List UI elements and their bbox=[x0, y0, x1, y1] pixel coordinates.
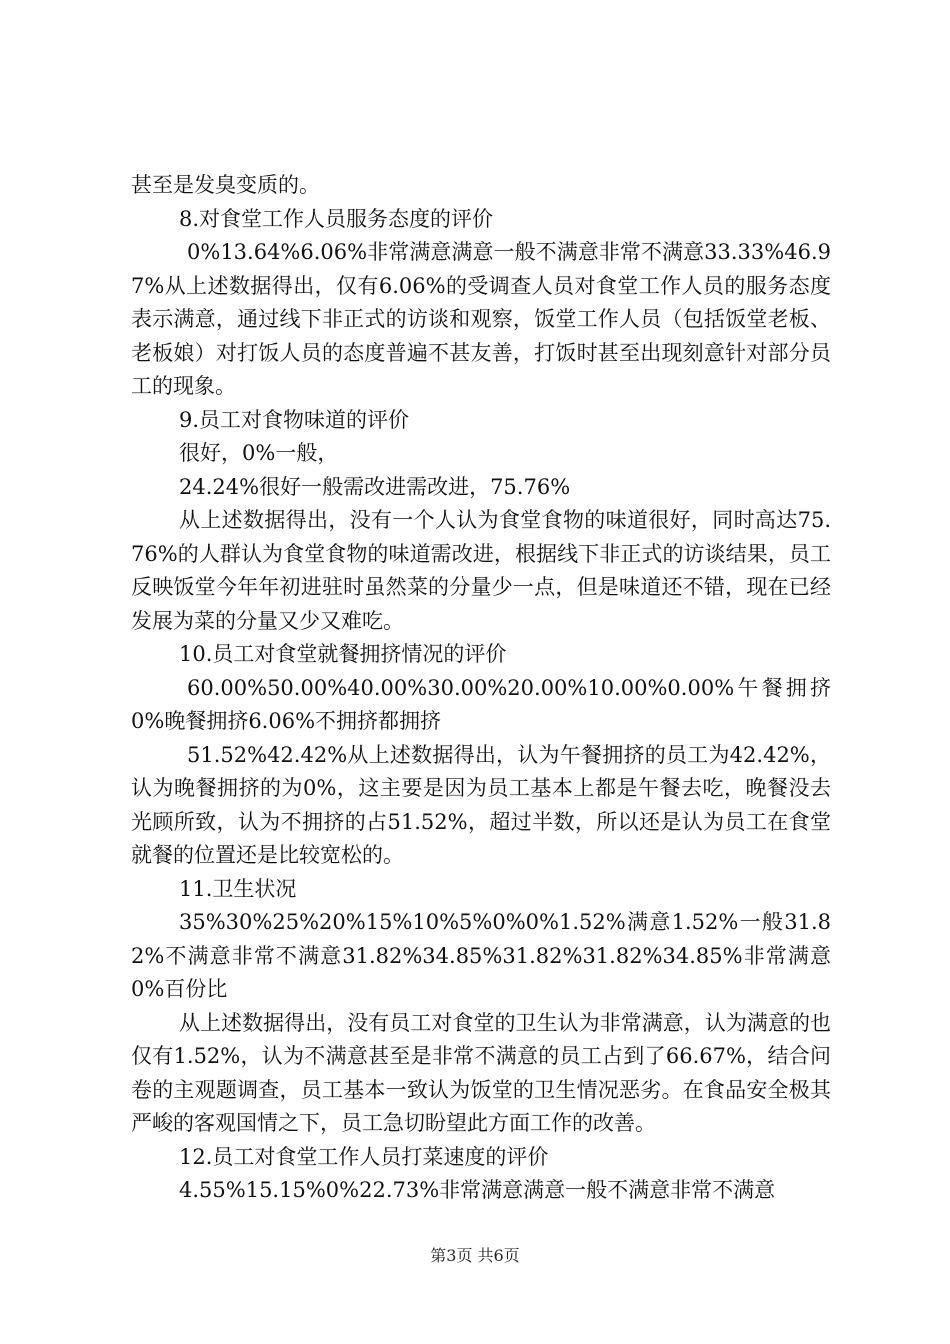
paragraph: 4.55%15.15%0%22.73%非常满意满意一般不满意非常不满意 bbox=[179, 1178, 776, 1202]
section-heading: 12.员工对食堂工作人员打菜速度的评价 bbox=[179, 1144, 549, 1169]
section-heading: 11.卫生状况 bbox=[179, 876, 297, 901]
section-heading: 10.员工对食堂就餐拥挤情况的评价 bbox=[179, 642, 507, 666]
paragraph: 0%13.64%6.06%非常满意满意一般不满意非常不满意33.33%46.97%从上述数据得出，仅有6.06%的受调查人员对食堂工作人员的服务态度表示满意，通过线下非正式的访谈和观察，饭堂工作人员（包括饭堂老板、老板娘）对打饭人员的态度普遍不甚友善，打饭时甚至出现刻意针对部分员工的现象。 bbox=[131, 240, 831, 398]
section-heading: 9.员工对食物味道的评价 bbox=[179, 407, 410, 432]
document-body bbox=[131, 169, 831, 1208]
paragraph: 35%30%25%20%15%10%5%0%0%1.52%满意1.52%一般31.82%不满意非常不满意31.82%34.85%31.82%31.82%34.85%非常满意0%百份比 bbox=[131, 910, 831, 1001]
paragraph: 24.24%很好一般需改进需改进，75.76% bbox=[179, 474, 571, 499]
paragraph: 很好，0%一般， bbox=[179, 441, 339, 465]
page-number: 第3页 共6页 bbox=[430, 1246, 520, 1265]
section-heading: 8.对食堂工作人员服务态度的评价 bbox=[179, 206, 494, 231]
paragraph: 60.00%50.00%40.00%30.00%20.00%10.00%0.00%午餐拥挤0%晚餐拥挤6.06%不拥挤都拥挤 bbox=[131, 675, 831, 733]
page-footer bbox=[0, 1243, 950, 1266]
paragraph: 从上述数据得出，没有员工对食堂的卫生认为非常满意，认为满意的也仅有1.52%，认为不满意甚至是非常不满意的员工占到了66.67%，结合问卷的主观题调查，员工基本一致认为饭堂的卫生情况恶劣。在食品安全极其严峻的客观国情之下，员工急切盼望此方面工作的改善。 bbox=[131, 1010, 831, 1135]
paragraph: 从上述数据得出，没有一个人认为食堂食物的味道很好，同时高达75.76%的人群认为食堂食物的味道需改进，根据线下非正式的访谈结果，员工反映饭堂今年年初进驻时虽然菜的分量少一点，但是味道还不错，现在已经发展为菜的分量又少又难吃。 bbox=[131, 508, 831, 633]
paragraph: 51.52%42.42%从上述数据得出，认为午餐拥挤的员工为42.42%，认为晚餐拥挤的为0%，这主要是因为员工基本上都是午餐去吃，晚餐没去光顾所致，认为不拥挤的占51.52%，超过半数，所以还是认为员工在食堂就餐的位置还是比较宽松的。 bbox=[131, 742, 831, 867]
paragraph: 甚至是发臭变质的。 bbox=[131, 173, 320, 197]
